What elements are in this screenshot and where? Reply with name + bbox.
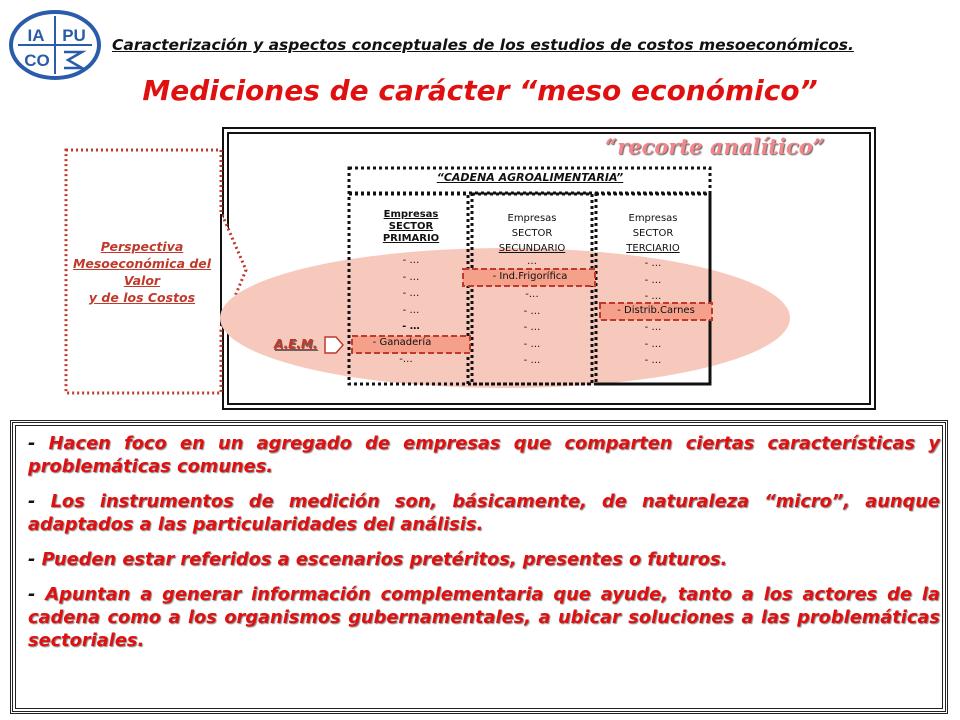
logo-text-bl: CO	[24, 51, 50, 70]
column-terciario-header: Empresas SECTOR TERCIARIO	[626, 213, 680, 254]
aem-label: A.E.M.	[274, 337, 318, 351]
column-primario-after: -…	[399, 354, 413, 365]
column-terciario	[596, 211, 710, 306]
recorte-analitico-label: “recorte analítico”	[605, 134, 825, 159]
page-title: Mediciones de carácter “meso económico”	[142, 74, 818, 107]
highlight-distrib: - Distrib.Carnes	[617, 305, 695, 316]
logo-text-tr: PU	[62, 26, 86, 45]
bullet-item: - Apuntan a generar información complementaria que ayude, tanto a los actores de la cadena como a los organismos gubernamentales, a ubicar soluciones a las problemáticas sectoriales.	[28, 584, 940, 651]
bullet-list	[28, 432, 940, 664]
cadena-agroalimentaria-label: “CADENA AGROALIMENTARIA”	[436, 171, 624, 184]
header-subtitle: Caracterización y aspectos conceptuales de los estudios de costos mesoeconómicos.	[112, 36, 854, 54]
highlight-frigorifica: - Ind.Frigorífica	[492, 271, 568, 282]
logo-text-tl: IA	[27, 26, 45, 45]
column-secundario	[472, 211, 592, 268]
perspective-label: Perspectiva Mesoeconómica del Valor y de los Costos	[72, 239, 212, 305]
bullet-item: - Los instrumentos de medición son, básicamente, de naturaleza “micro”, aunque adaptados a las particularidades del análisis.	[28, 491, 940, 535]
column-primario-items: - … - … - … - … - …	[402, 255, 420, 332]
column-secundario-after: -… - … - … - … - …	[523, 289, 541, 366]
column-secundario-item: …	[527, 256, 537, 267]
column-terciario-after: - … - … - …	[644, 322, 662, 366]
column-terciario-items: - … - … - …	[644, 258, 662, 302]
bullet-item: - Hacen foco en un agregado de empresas que comparten ciertas características y problemáticas comunes.	[28, 433, 940, 477]
column-primario	[352, 209, 470, 336]
column-primario-header: Empresas SECTOR PRIMARIO	[382, 209, 440, 244]
column-secundario-header: Empresas SECTOR SECUNDARIO	[498, 213, 566, 254]
bullet-item: - Pueden estar referidos a escenarios pretéritos, presentes o futuros.	[28, 549, 728, 570]
highlight-ganaderia: - Ganadería	[372, 337, 432, 348]
